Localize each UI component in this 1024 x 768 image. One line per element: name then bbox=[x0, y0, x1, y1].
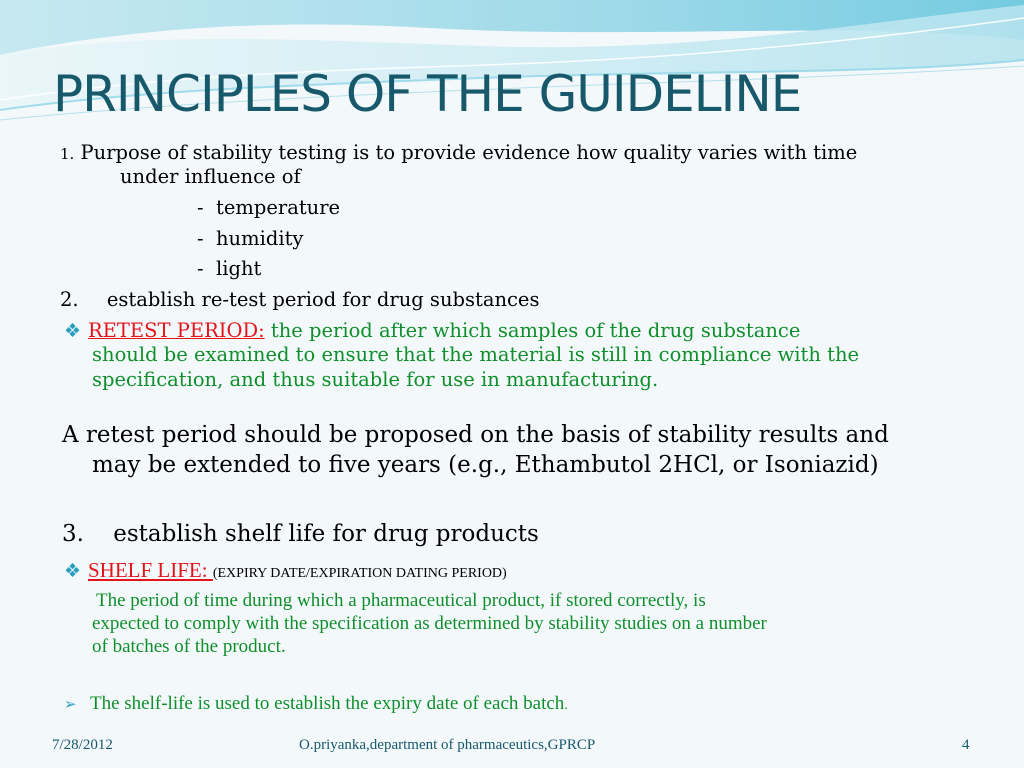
point-1-number: 1. bbox=[60, 145, 75, 163]
retest-note-line-2: may be extended to five years (e.g., Ethambutol 2HCl, or Isoniazid) bbox=[92, 452, 879, 478]
diamond-bullet-icon: ❖ bbox=[64, 320, 82, 342]
point-1-line-1 bbox=[60, 141, 857, 166]
shelf-use-text: The shelf-life is used to establish the expiry date of each batch bbox=[90, 693, 565, 714]
diamond-bullet-icon: ❖ bbox=[64, 561, 82, 582]
retest-text-2: should be examined to ensure that the material is still in compliance with the bbox=[92, 343, 860, 366]
point-1-text-1: Purpose of stability testing is to provide evidence how quality varies with time bbox=[80, 141, 858, 164]
shelf-text-3: of batches of the product. bbox=[92, 636, 286, 657]
point-3-number: 3. bbox=[62, 521, 84, 547]
footer-date: 7/28/2012 bbox=[52, 737, 113, 753]
slide-title: PRINCIPLES OF THE GUIDELINE bbox=[53, 65, 802, 123]
shelf-paren: (EXPIRY DATE/EXPIRATION DATING PERIOD) bbox=[212, 566, 507, 581]
footer-author: O.priyanka,department of pharmaceutics,GPRCP bbox=[299, 737, 596, 753]
shelf-label: SHELF LIFE: bbox=[88, 558, 213, 582]
point-2-text: establish re-test period for drug substances bbox=[106, 288, 540, 311]
point-2 bbox=[60, 288, 539, 312]
retest-text-3: specification, and thus suitable for use in manufacturing. bbox=[92, 368, 659, 391]
dash-marker: - bbox=[197, 196, 204, 219]
factor-temperature: temperature bbox=[216, 196, 341, 219]
point-2-number: 2. bbox=[60, 288, 79, 311]
shelf-use-item bbox=[64, 692, 568, 718]
dash-marker: - bbox=[197, 227, 204, 250]
factor-light: light bbox=[216, 257, 262, 280]
retest-note-line-1: A retest period should be proposed on the basis of stability results and bbox=[62, 422, 889, 448]
dash-marker: - bbox=[197, 257, 204, 280]
shelf-use-period: . bbox=[564, 698, 568, 713]
factor-item bbox=[197, 227, 303, 251]
retest-text-1: the period after which samples of the drug substance bbox=[264, 319, 801, 342]
point-3 bbox=[62, 520, 539, 549]
retest-label: RETEST PERIOD: bbox=[88, 319, 265, 342]
shelf-text-2: expected to comply with the specification as determined by stability studies on a number bbox=[92, 613, 767, 634]
shelf-text-1: The period of time during which a pharmaceutical product, if stored correctly, is bbox=[96, 590, 706, 611]
shelf-definition-header bbox=[64, 558, 507, 586]
arrow-bullet-icon: ➢ bbox=[64, 697, 77, 713]
point-3-text: establish shelf life for drug products bbox=[113, 521, 539, 547]
point-1-text-2: under influence of bbox=[120, 165, 301, 188]
retest-definition-line-1 bbox=[64, 319, 800, 343]
factor-item bbox=[197, 196, 340, 220]
footer-page-number: 4 bbox=[962, 737, 970, 753]
factor-item bbox=[197, 257, 261, 281]
factor-humidity: humidity bbox=[216, 227, 304, 250]
